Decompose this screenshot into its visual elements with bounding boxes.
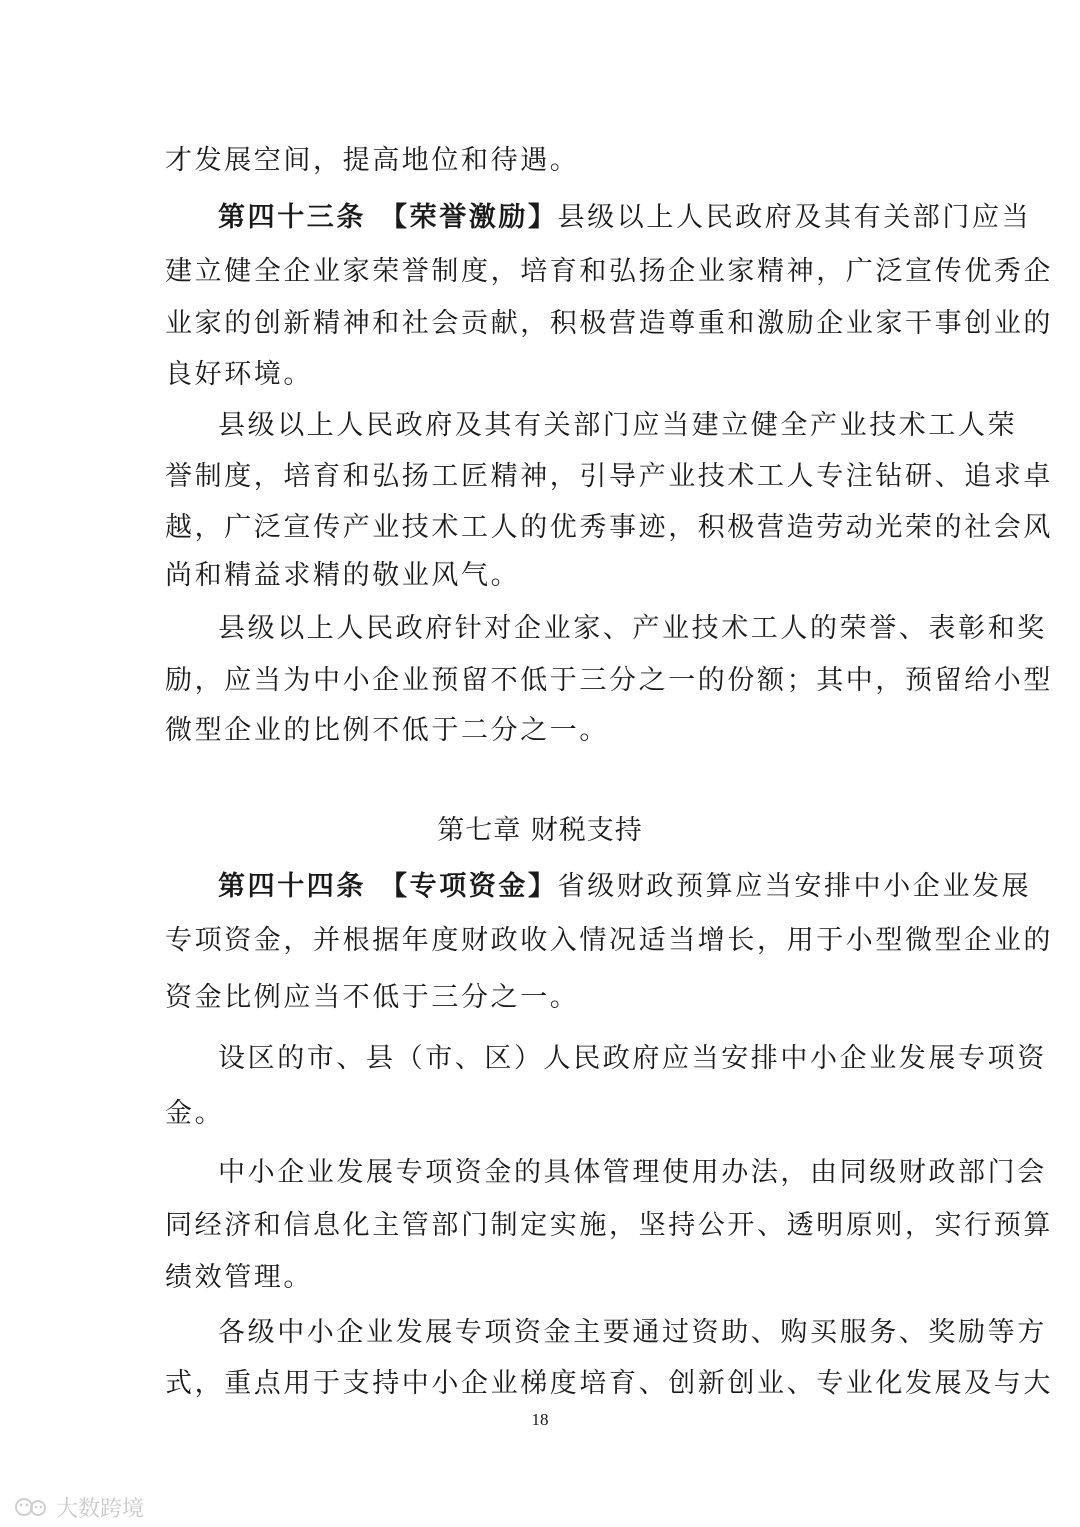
article-text: 省级财政预算应当安排中小企业发展 [557,871,1032,902]
paragraph-line: 誉制度，培育和弘扬工匠精神，引导产业技术工人专注钻研、追求卓 [165,461,1053,492]
article-text: 县级以上人民政府及其有关部门应当 [557,202,1032,233]
article-tag: 【荣誉激励】 [380,202,558,233]
paragraph-line: 才发展空间，提高地位和待遇。 [165,145,580,176]
article-44-heading [218,867,1032,907]
article-43-heading [218,198,1032,238]
article-tag: 【专项资金】 [380,871,558,902]
page-number: 18 [531,1410,549,1429]
watermark-text: 大数跨境 [56,1496,145,1522]
paragraph-line: 资金比例应当不低于三分之一。 [165,982,580,1013]
paragraph-line: 中小企业发展专项资金的具体管理使用办法，由同级财政部门会 [218,1157,1047,1188]
article-number: 第四十四条 [218,871,366,902]
paragraph-line: 微型企业的比例不低于二分之一。 [165,715,609,746]
paragraph-line: 专项资金，并根据年度财政收入情况适当增长，用于小型微型企业的 [165,925,1053,956]
paragraph-line: 励，应当为中小企业预留不低于三分之一的份额；其中，预留给小型 [165,665,1053,696]
paragraph-line: 金。 [165,1098,225,1129]
paragraph-line: 县级以上人民政府针对企业家、产业技术工人的荣誉、表彰和奖 [218,613,1047,644]
paragraph-line: 各级中小企业发展专项资金主要通过资助、购买服务、奖励等方 [218,1317,1047,1348]
paragraph-line: 式，重点用于支持中小企业梯度培育、创新创业、专业化发展及与大 [165,1368,1053,1399]
paragraph-line: 良好环境。 [165,359,313,390]
paragraph-line: 同经济和信息化主管部门制定实施，坚持公开、透明原则，实行预算 [165,1210,1053,1241]
paragraph-line: 越，广泛宣传产业技术工人的优秀事迹，积极营造劳动光荣的社会风 [165,512,1053,543]
article-number: 第四十三条 [218,202,366,233]
paragraph-line: 业家的创新精神和社会贡献，积极营造尊重和激励企业家干事创业的 [165,308,1053,339]
paragraph-line: 尚和精益求精的敬业风气。 [165,560,521,591]
watermark-logo-icon [14,1495,50,1519]
watermark [14,1493,144,1521]
paragraph-line: 设区的市、县（市、区）人民政府应当安排中小企业发展专项资 [218,1043,1047,1074]
chapter-title: 第七章 财税支持 [437,815,643,846]
paragraph-line: 建立健全企业家荣誉制度，培育和弘扬企业家精神，广泛宣传优秀企 [165,256,1053,287]
paragraph-line: 县级以上人民政府及其有关部门应当建立健全产业技术工人荣 [218,410,1018,441]
paragraph-line: 绩效管理。 [165,1262,313,1293]
